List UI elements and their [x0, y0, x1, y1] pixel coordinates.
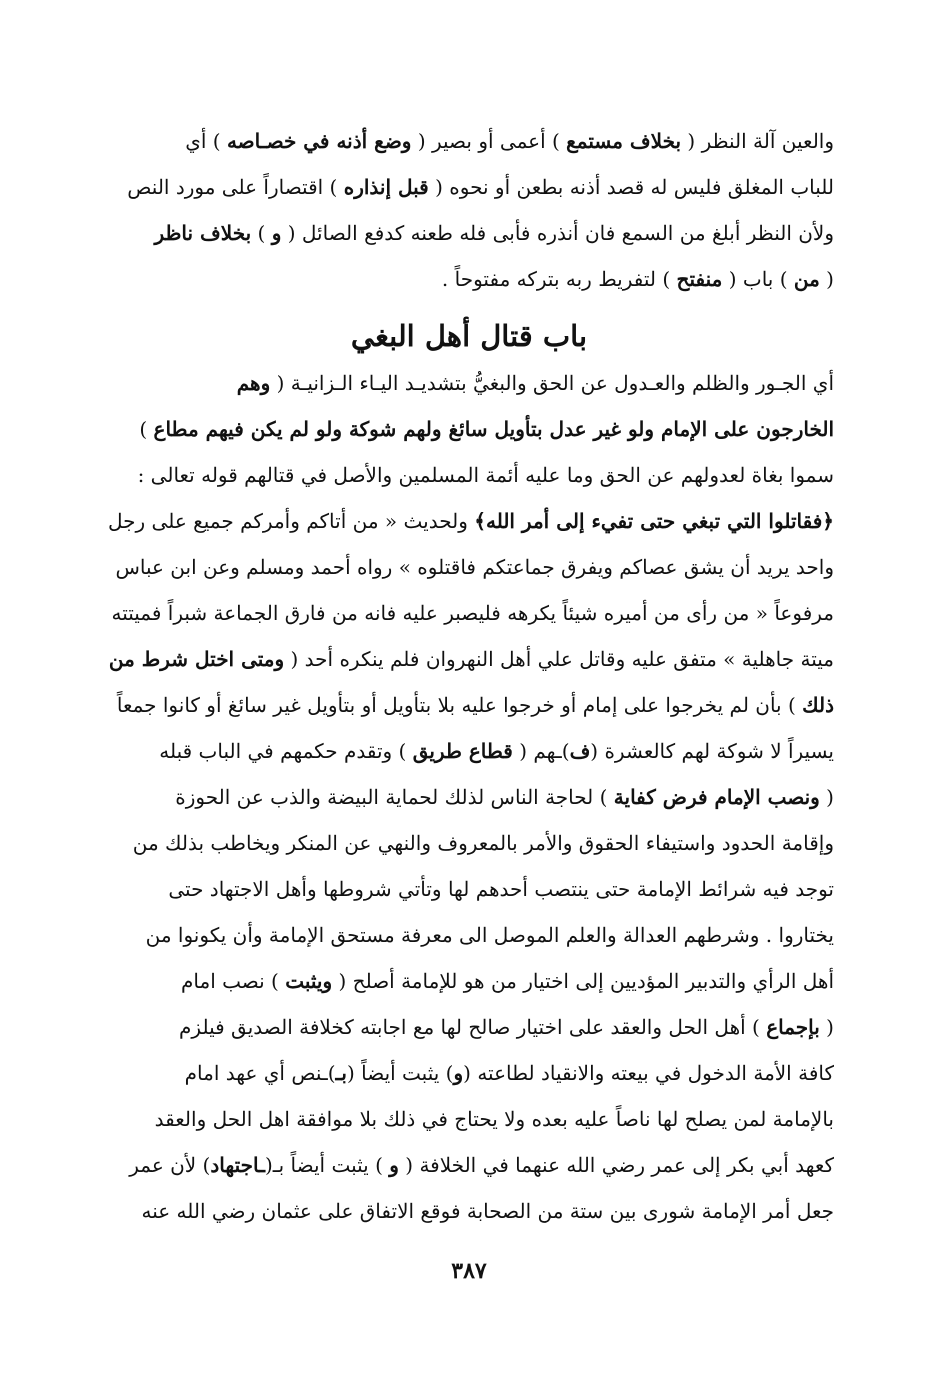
text-line: [104, 360, 834, 406]
bold-text-segment: ومتى اختل شرط من: [108, 647, 285, 671]
text-segment: يسيراً لا شوكة لهم كالعشرة (: [590, 739, 834, 763]
text-segment: سموا بغاة لعدولهم عن الحق وما عليه أئمة المسلمين والأصل في قتالهم قوله تعالى :: [137, 463, 834, 487]
bold-text-segment: وهم: [236, 371, 271, 395]
text-segment: وإقامة الحدود واستيفاء الحقوق والأمر بالمعروف والنهي عن المنكر ويخاطب بذلك من: [132, 831, 834, 855]
page-number: ٣٨٧: [451, 1258, 487, 1284]
text-segment: ) أهل الحل والعقد على اختيار صالح لها مع اجابته كخلافة الصديق فيلزم: [179, 1015, 767, 1039]
text-line: [104, 164, 834, 210]
text-segment: ) لأن عمر: [129, 1153, 211, 1177]
text-line: [104, 210, 834, 256]
text-line: [104, 820, 834, 866]
text-segment: مرفوعاً « من رأى من أميره شيئاً يكرهه فليصبر عليه فانه من فارق الجماعة شبراً فميتته: [111, 601, 834, 625]
text-line: [104, 1096, 834, 1142]
text-line: [104, 958, 834, 1004]
text-segment: ) بأن لم يخرجوا على إمام أو خرجوا عليه بلا بتأويل أو بتأويل غير سائغ أو كانوا جمعاً: [116, 693, 803, 717]
bold-text-segment: و: [389, 1153, 399, 1177]
text-line: [104, 682, 834, 728]
text-segment: ) باب (: [722, 267, 794, 291]
text-line: [104, 1050, 834, 1096]
text-segment: ولحديث « من أتاكم وأمركم جميع على رجل: [108, 509, 475, 533]
bold-text-segment: ﴿فقاتلوا التي تبغي حتى تفيء إلى أمر الله﴾: [474, 509, 834, 533]
bold-text-segment: وضع أذنه في خصـاصه: [226, 129, 412, 153]
bold-text-segment: بخلاف مستمع: [566, 129, 682, 153]
text-segment: أهل الرأي والتدبير المؤديين إلى اختيار من هو للإمامة أصلح (: [332, 969, 834, 993]
text-segment: )ـنص أي عهد امام: [184, 1061, 336, 1085]
paragraph-after-heading: [104, 360, 834, 1234]
bold-text-segment: ذلك: [802, 693, 834, 717]
text-segment: (: [819, 267, 834, 291]
bold-text-segment: ويثبت: [285, 969, 333, 993]
text-line: [104, 1188, 834, 1234]
text-segment: ) لتفريط ربه بتركه مفتوحاً .: [441, 267, 677, 291]
text-line: [104, 728, 834, 774]
text-segment: يختاروا . وشرطهم العدالة والعلم الموصل الى معرفة مستحق الإمامة وأن يكونوا من: [145, 923, 834, 947]
text-segment: توجد فيه شرائط الإمامة حتى ينتصب أحدهم لها وتأتي شروطها وأهل الاجتهاد حتى: [168, 877, 834, 901]
section-heading: باب قتال أهل البغي: [350, 319, 588, 353]
text-segment: ولأن النظر أبلغ من السمع فان أنذره فأبى فله طعنه كدفع الصائل (: [281, 221, 834, 245]
bold-text-segment: بخلاف ناظر: [154, 221, 252, 245]
text-line: [104, 498, 834, 544]
text-segment: ) يثبت أيضاً بـ(: [264, 1153, 390, 1177]
text-line: [104, 912, 834, 958]
bold-text-segment: من: [793, 267, 820, 291]
text-segment: واحد يريد أن يشق عصاكم ويفرق جماعتكم فاقتلوه » رواه أحمد ومسلم وعن ابن عباس: [115, 555, 834, 579]
bold-text-segment: بـ: [335, 1061, 347, 1085]
bold-text-segment: قطاع طريق: [412, 739, 513, 763]
text-segment: أي الجـور والظلم والعـدول عن الحق والبغيُّ بتشديـد اليـاء الـزانيـة (: [270, 371, 834, 395]
text-segment: ) وتقدم حكمهم في الباب قبله: [159, 739, 413, 763]
text-line: [104, 636, 834, 682]
bold-text-segment: ونصب الإمام فرض كفاية: [613, 785, 820, 809]
text-segment: (: [819, 1015, 834, 1039]
text-segment: كعهد أبي بكر إلى عمر رضي الله عنهما في الخلافة (: [398, 1153, 834, 1177]
bold-text-segment: قبل إنذاره: [343, 175, 429, 199]
text-segment: ) نصب امام: [181, 969, 286, 993]
text-line: [104, 866, 834, 912]
text-segment: والعين آلة النظر (: [681, 129, 834, 153]
bold-text-segment: ف: [569, 739, 591, 763]
text-segment: جعل أمر الإمامة شورى بين ستة من الصحابة فوقع الاتفاق على عثمان رضي الله عنه: [141, 1199, 834, 1223]
text-line: [104, 452, 834, 498]
bold-text-segment: و: [271, 221, 282, 245]
text-segment: ) أي: [185, 129, 227, 153]
text-line: [104, 256, 834, 302]
text-segment: بالإمامة لمن يصلح لها ناصاً عليه بعده ولا يحتاج في ذلك بلا موافقة اهل الحل والعقد: [154, 1107, 834, 1131]
text-segment: )ـهم (: [512, 739, 570, 763]
text-segment: ): [251, 221, 272, 245]
text-line: [104, 406, 834, 452]
text-segment: ) لحاجة الناس لذلك لحماية البيضة والذب عن الحوزة: [175, 785, 614, 809]
text-segment: ) أعمى أو بصير (: [411, 129, 567, 153]
text-segment: ) اقتصاراً على مورد النص: [127, 175, 344, 199]
text-line: [104, 544, 834, 590]
paragraph-before-heading: [104, 118, 834, 302]
text-line: [104, 1004, 834, 1050]
text-line: [104, 590, 834, 636]
bold-text-segment: و: [453, 1061, 464, 1085]
text-segment: ): [139, 417, 154, 441]
text-line: [104, 1142, 834, 1188]
text-segment: للباب المغلق فليس له قصد أذنه بطعن أو نحوه (: [428, 175, 834, 199]
text-segment: كافة الأمة الدخول في بيعته والانقياد لطاعته (: [463, 1061, 834, 1085]
bold-text-segment: ـاجتهاد: [210, 1153, 265, 1177]
bold-text-segment: بإجماع: [766, 1015, 820, 1039]
text-line: [104, 118, 834, 164]
text-segment: ميتة جاهلية » متفق عليه وقاتل علي أهل النهروان فلم ينكره أحد (: [284, 647, 834, 671]
text-segment: ) يثبت أيضاً (: [346, 1061, 454, 1085]
text-line: [104, 774, 834, 820]
bold-text-segment: الخارجون على الإمام ولو غير عدل بتأويل سائغ ولهم شوكة ولو لم يكن فيهم مطاع: [153, 417, 834, 441]
text-segment: (: [819, 785, 834, 809]
bold-text-segment: منفتح: [676, 267, 723, 291]
